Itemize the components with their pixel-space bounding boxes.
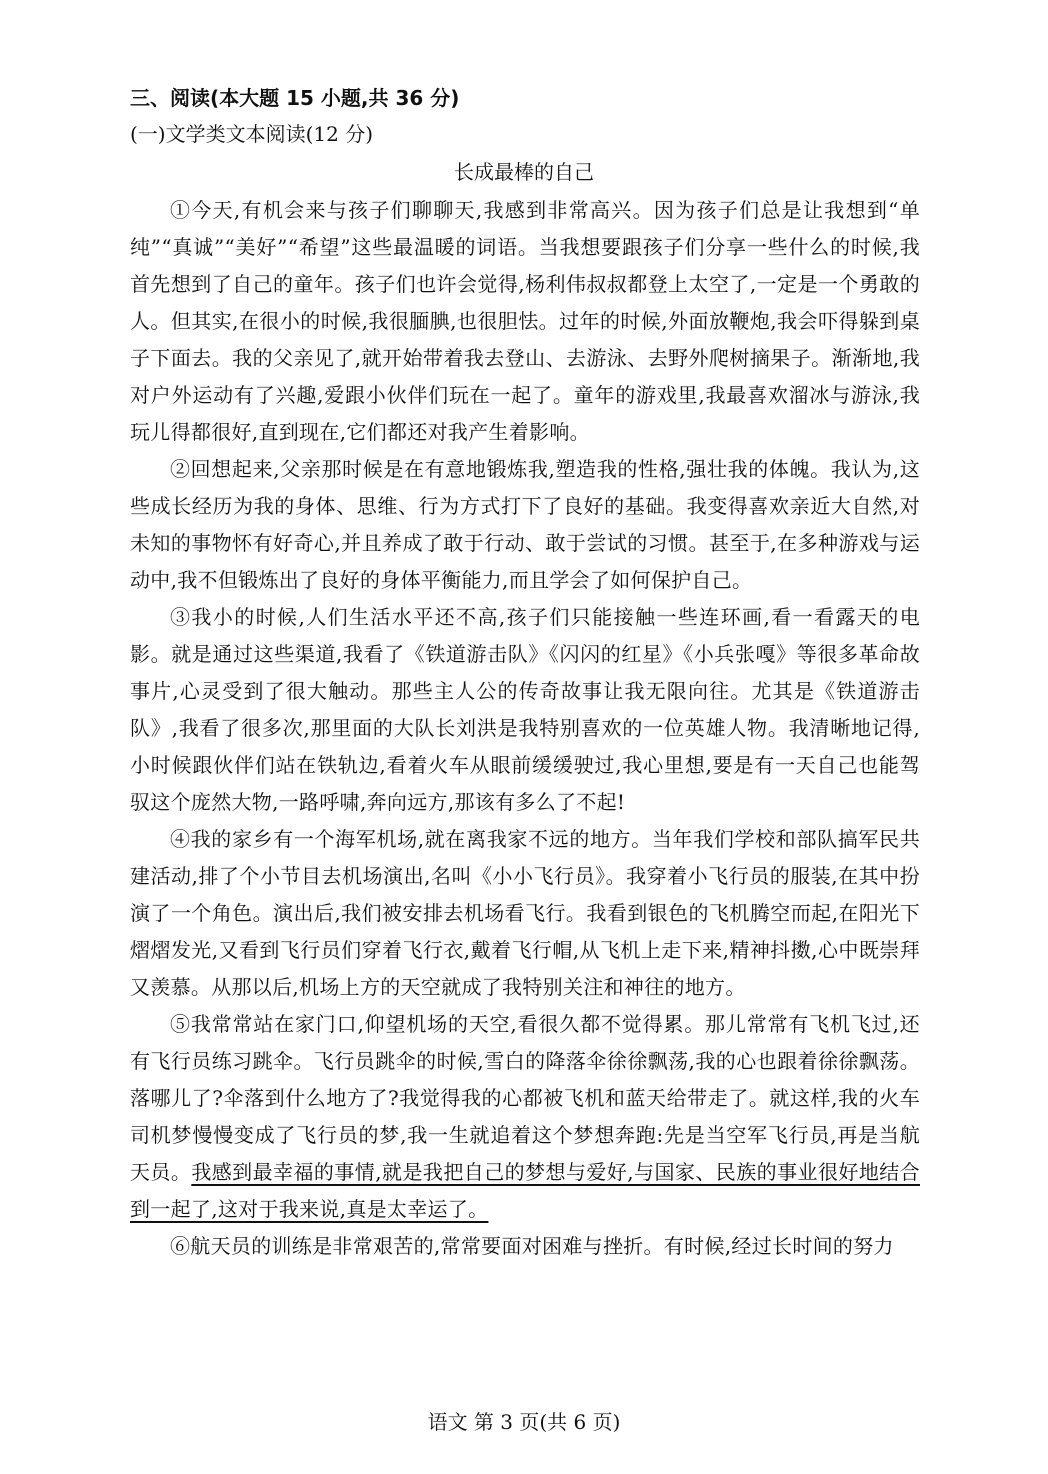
paragraph-1-text: ①今天,有机会来与孩子们聊聊天,我感到非常高兴。因为孩子们总是让我想到“单纯”“真诚”“美好”“希望”这些最温暖的词语。当我想要跟孩子们分享一些什么的时候,我首先想到了自己的童年。孩子们也许会觉得,杨利伟叔叔都登上太空了,一定是一个勇敢的人。但其实,在很小的时候,我很腼腆,也很胆怯。过年的时候,外面放鞭炮,我会吓得躲到桌子下面去。我的父亲见了,就开始带着我去登山、去游泳、去野外爬树摘果子。渐渐地,我对户外运动有了兴趣,爱跟小伙伴们玩在一起了。童年的游戏里,我最喜欢溜冰与游泳,我玩儿得都很好,直到现在,它们都还对我产生着影响。 [130, 198, 920, 444]
paragraph-5-underlined-sentence: 我感到最幸福的事情,就是我把自己的梦想与爱好,与国家、民族的事业很好地结合到一起了,这对于我来说,真是太幸运了。 [130, 1160, 920, 1221]
paragraph-4-text: ④我的家乡有一个海军机场,就在离我家不远的地方。当年我们学校和部队搞军民共建活动,排了个小节目去机场演出,名叫《小小飞行员》。我穿着小飞行员的服装,在其中扮演了一个角色。演出后,我们被安排去机场看飞行。我看到银色的飞机腾空而起,在阳光下熠熠发光,又看到飞行员们穿着飞行衣,戴着飞行帽,从飞机上走下来,精神抖擞,心中既崇拜又羡慕。从那以后,机场上方的天空就成了我特别关注和神往的地方。 [130, 827, 920, 999]
article-title: 长成最棒的自己 [454, 160, 594, 184]
paragraph-5-text: ⑤我常常站在家门口,仰望机场的天空,看很久都不觉得累。那儿常常有飞机飞过,还有飞行员练习跳伞。飞行员跳伞的时候,雪白的降落伞徐徐飘荡,我的心也跟着徐徐飘荡。落哪儿了?伞落到什么地方了?我觉得我的心都被飞机和蓝天给带走了。就这样,我的火车司机梦慢慢变成了飞行员的梦,我一生就追着这个梦想奔跑:先是当空军飞行员,再是当航天员。 [130, 1012, 920, 1184]
paragraph-6 [130, 1228, 920, 1265]
paragraph-3-text: ③我小的时候,人们生活水平还不高,孩子们只能接触一些连环画,看一看露天的电影。就是通过这些渠道,我看了《铁道游击队》《闪闪的红星》《小兵张嘎》等很多革命故事片,心灵受到了很大触动。那些主人公的传奇故事让我无限向往。尤其是《铁道游击队》,我看了很多次,那里面的大队长刘洪是我特别喜欢的一位英雄人物。我清晰地记得,小时候跟伙伴们站在铁轨边,看着火车从眼前缓缓驶过,我心里想,要是有一天自己也能驾驭这个庞然大物,一路呼啸,奔向远方,那该有多么了不起! [130, 605, 920, 814]
paragraph-2-text: ②回想起来,父亲那时候是在有意地锻炼我,塑造我的性格,强壮我的体魄。我认为,这些成长经历为我的身体、思维、行为方式打下了良好的基础。我变得喜欢亲近大自然,对未知的事物怀有好奇心,并且养成了敢于行动、敢于尝试的习惯。甚至于,在多种游戏与运动中,我不但锻炼出了良好的身体平衡能力,而且学会了如何保护自己。 [130, 457, 920, 592]
paragraph-1 [130, 192, 920, 451]
article-body [130, 192, 920, 1265]
paragraph-2 [130, 451, 920, 599]
subsection-title: (一)文学类文本阅读(12 分) [130, 122, 374, 146]
paragraph-6-text: ⑥航天员的训练是非常艰苦的,常常要面对困难与挫折。有时候,经过长时间的努力 [170, 1234, 894, 1258]
paragraph-5 [130, 1006, 920, 1228]
section-title: 三、阅读(本大题 15 小题,共 36 分) [130, 86, 460, 110]
paragraph-3 [130, 599, 920, 821]
paragraph-4 [130, 821, 920, 1006]
page-footer: 语文 第 3 页(共 6 页) [427, 1410, 621, 1434]
